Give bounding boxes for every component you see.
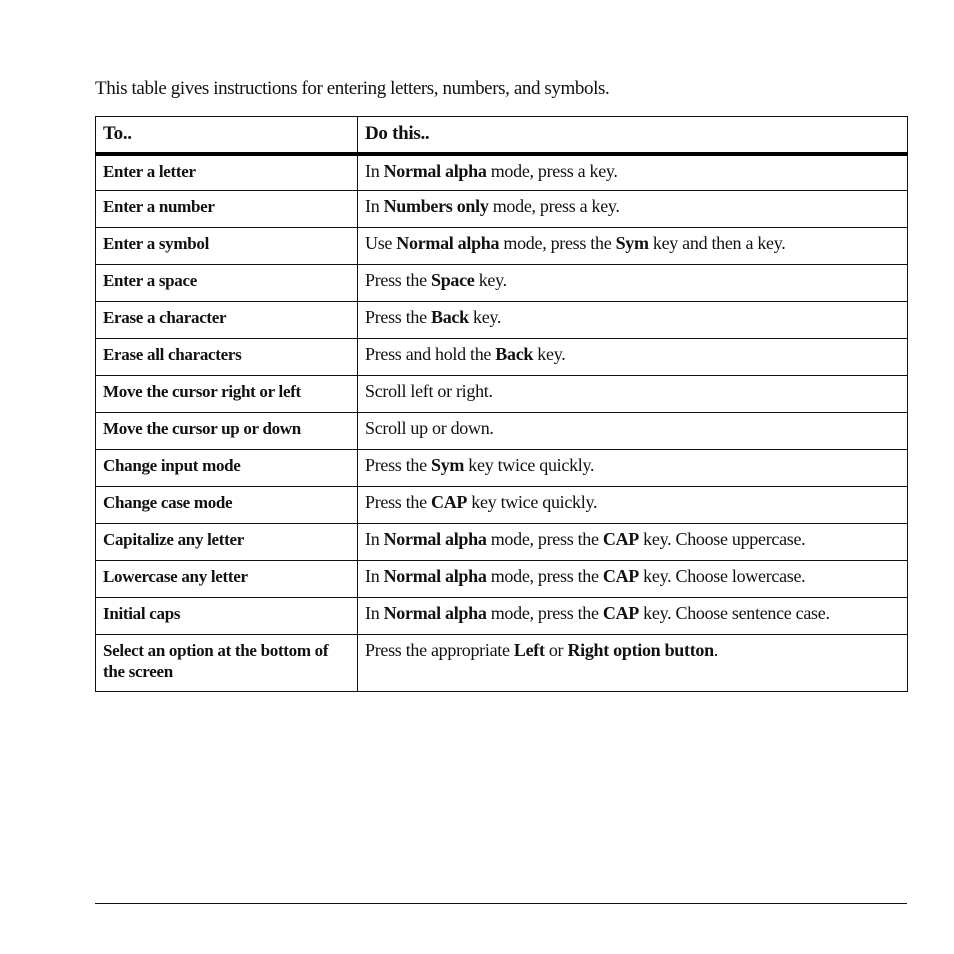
task-cell: Capitalize any letter <box>96 524 358 561</box>
instruction-text: key twice quickly. <box>467 492 598 512</box>
instruction-cell <box>358 154 908 191</box>
instruction-cell <box>358 376 908 413</box>
instruction-text: Press the <box>365 492 431 512</box>
instruction-key-term: Left <box>513 640 545 660</box>
intro-text: This table gives instructions for entering letters, numbers, and symbols. <box>95 78 610 99</box>
instruction-text: In <box>365 160 384 181</box>
table-row <box>96 154 908 191</box>
task-cell: Erase a character <box>96 302 358 339</box>
instruction-cell <box>358 413 908 450</box>
instruction-text: Press the <box>365 455 431 475</box>
task-cell: Enter a letter <box>96 154 358 191</box>
instruction-key-term: Space <box>431 270 475 290</box>
instruction-text: Press and hold the <box>365 344 496 364</box>
instruction-key-term: Sym <box>615 233 649 253</box>
instruction-text: key. <box>533 344 566 364</box>
instruction-key-term: CAP <box>602 603 639 623</box>
footer-rule <box>95 903 907 904</box>
table-row <box>96 339 908 376</box>
instruction-key-term: Normal alpha <box>383 566 487 586</box>
instruction-cell <box>358 635 908 692</box>
instruction-text: mode, press the <box>486 603 603 623</box>
instruction-key-term: Back <box>431 307 469 327</box>
instruction-key-term: Normal alpha <box>383 529 487 549</box>
instruction-text: . <box>713 640 718 660</box>
table-row <box>96 598 908 635</box>
instruction-key-term: Sym <box>431 455 465 475</box>
table-header-row <box>96 117 908 154</box>
task-cell: Change input mode <box>96 450 358 487</box>
task-cell: Change case mode <box>96 487 358 524</box>
table-row <box>96 228 908 265</box>
table-row <box>96 413 908 450</box>
instruction-text: mode, press the <box>486 529 603 549</box>
instruction-key-term: CAP <box>431 492 468 512</box>
table-row <box>96 487 908 524</box>
instruction-text: In <box>365 566 384 586</box>
task-cell: Select an option at the bottom of the screen <box>96 635 358 692</box>
instruction-key-term: Normal alpha <box>396 233 500 253</box>
instruction-cell <box>358 302 908 339</box>
table-row <box>96 635 908 692</box>
instruction-key-term: CAP <box>602 529 639 549</box>
instruction-text: or <box>544 640 568 660</box>
task-cell: Enter a symbol <box>96 228 358 265</box>
instruction-text: mode, press the <box>499 233 616 253</box>
table-row <box>96 561 908 598</box>
instruction-cell <box>358 561 908 598</box>
instruction-text: key. Choose sentence case. <box>638 603 830 623</box>
task-cell: Lowercase any letter <box>96 561 358 598</box>
instruction-cell <box>358 265 908 302</box>
instruction-text: key twice quickly. <box>464 455 595 475</box>
task-cell: Move the cursor up or down <box>96 413 358 450</box>
table-row <box>96 302 908 339</box>
instruction-cell <box>358 228 908 265</box>
table-row <box>96 191 908 228</box>
instruction-key-term: Numbers only <box>383 196 489 216</box>
header-to: To.. <box>96 117 358 154</box>
instruction-cell <box>358 524 908 561</box>
table-row <box>96 450 908 487</box>
header-do-this: Do this.. <box>358 117 908 154</box>
task-cell: Enter a space <box>96 265 358 302</box>
table-body <box>96 154 908 692</box>
table-row <box>96 376 908 413</box>
instruction-text: key and then a key. <box>648 233 786 253</box>
instruction-key-term: Back <box>495 344 534 364</box>
instruction-text: key. <box>474 270 507 290</box>
instruction-text: mode, press a key. <box>488 196 620 216</box>
instruction-text: In <box>365 529 384 549</box>
instruction-cell <box>358 487 908 524</box>
task-cell: Move the cursor right or left <box>96 376 358 413</box>
task-cell: Initial caps <box>96 598 358 635</box>
instruction-text: Use <box>365 233 397 253</box>
instruction-key-term: Right option button <box>567 640 714 660</box>
task-cell: Erase all characters <box>96 339 358 376</box>
table-row <box>96 265 908 302</box>
instruction-text: Press the appropriate <box>365 640 514 660</box>
table-row <box>96 524 908 561</box>
instruction-text: Scroll left or right. <box>365 381 493 401</box>
instruction-text: Press the <box>365 307 431 327</box>
instructions-table <box>95 116 908 692</box>
instruction-key-term: CAP <box>602 566 639 586</box>
instruction-text: key. Choose lowercase. <box>638 566 806 586</box>
instruction-text: mode, press the <box>486 566 603 586</box>
instruction-text: mode, press a key. <box>486 160 618 181</box>
instruction-text: Scroll up or down. <box>365 418 494 438</box>
instruction-text: In <box>365 603 384 623</box>
instruction-text: In <box>365 196 384 216</box>
instruction-cell <box>358 191 908 228</box>
instruction-key-term: Normal alpha <box>383 603 487 623</box>
instruction-text: key. <box>468 307 502 327</box>
instruction-cell <box>358 339 908 376</box>
instruction-cell <box>358 598 908 635</box>
task-cell: Enter a number <box>96 191 358 228</box>
instruction-text: key. Choose uppercase. <box>638 529 806 549</box>
instruction-text: Press the <box>365 270 431 290</box>
instruction-cell <box>358 450 908 487</box>
instruction-key-term: Normal alpha <box>383 160 487 181</box>
